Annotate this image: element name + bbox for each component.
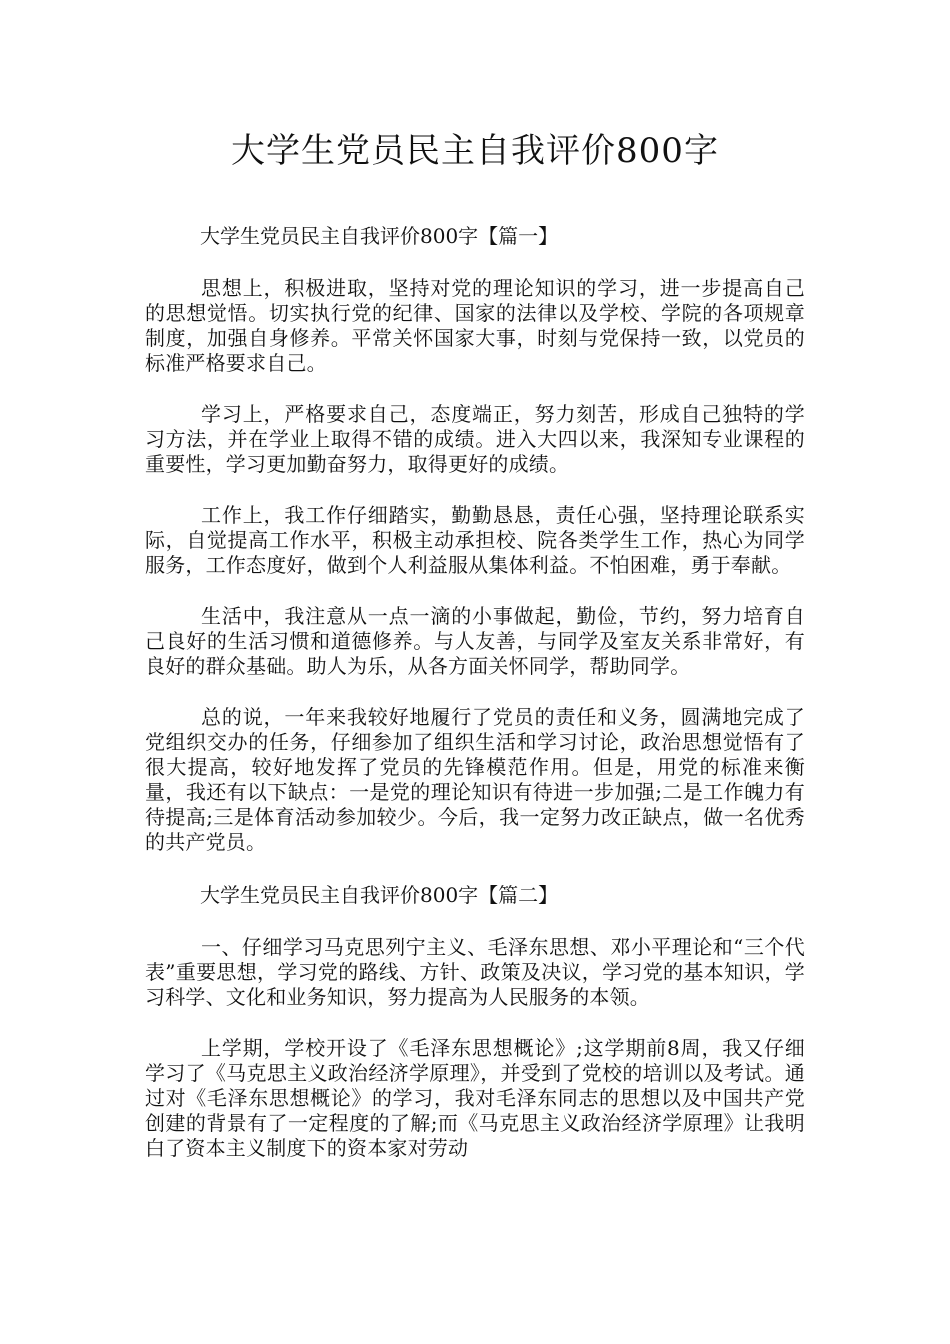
paragraph: 上学期，学校开设了《毛泽东思想概论》;这学期前8周，我又仔细学习了《马克思主义政治经济学原理》，并受到了党校的培训以及考试。通过对《毛泽东思想概论》的学习，我对毛泽东同志的思想以及中国共产党创建的背景有了一定程度的了解;而《马克思主义政治经济学原理》让我明白了资本主义制度下的资本家对劳动 [145, 1036, 805, 1160]
paragraph: 学习上，严格要求自己，态度端正，努力刻苦，形成自己独特的学习方法，并在学业上取得不错的成绩。进入大四以来，我深知专业课程的重要性，学习更加勤奋努力，取得更好的成绩。 [145, 402, 805, 476]
document-title: 大学生党员民主自我评价800字 [231, 131, 719, 171]
paragraph: 生活中，我注意从一点一滴的小事做起，勤俭，节约，努力培育自己良好的生活习惯和道德修养。与人友善，与同学及室友关系非常好，有良好的群众基础。助人为乐，从各方面关怀同学，帮助同学。 [145, 604, 805, 678]
section-heading: 大学生党员民主自我评价800字【篇一】 [200, 224, 559, 248]
paragraph: 思想上，积极进取，坚持对党的理论知识的学习，进一步提高自己的思想觉悟。切实执行党的纪律、国家的法律以及学校、学院的各项规章制度，加强自身修养。平常关怀国家大事，时刻与党保持一致，以党员的标准严格要求自己。 [145, 276, 805, 375]
paragraph: 一、仔细学习马克思列宁主义、毛泽东思想、邓小平理论和“三个代表”重要思想，学习党的路线、方针、政策及决议，学习党的基本知识，学习科学、文化和业务知识，努力提高为人民服务的本领。 [145, 935, 805, 1009]
document-body [145, 222, 805, 1161]
paragraph: 工作上，我工作仔细踏实，勤勤恳恳，责任心强，坚持理论联系实际，自觉提高工作水平，积极主动承担校、院各类学生工作，热心为同学服务，工作态度好，做到个人利益服从集体利益。不怕困难，勇于奉献。 [145, 503, 805, 577]
paragraph: 总的说，一年来我较好地履行了党员的责任和义务，圆满地完成了党组织交办的任务，仔细参加了组织生活和学习讨论，政治思想觉悟有了很大提高，较好地发挥了党员的先锋模范作用。但是，用党的标准来衡量，我还有以下缺点：一是党的理论知识有待进一步加强;二是工作魄力有待提高;三是体育活动参加较少。今后，我一定努力改正缺点，做一名优秀的共产党员。 [145, 705, 805, 854]
section-heading: 大学生党员民主自我评价800字【篇二】 [200, 883, 559, 907]
